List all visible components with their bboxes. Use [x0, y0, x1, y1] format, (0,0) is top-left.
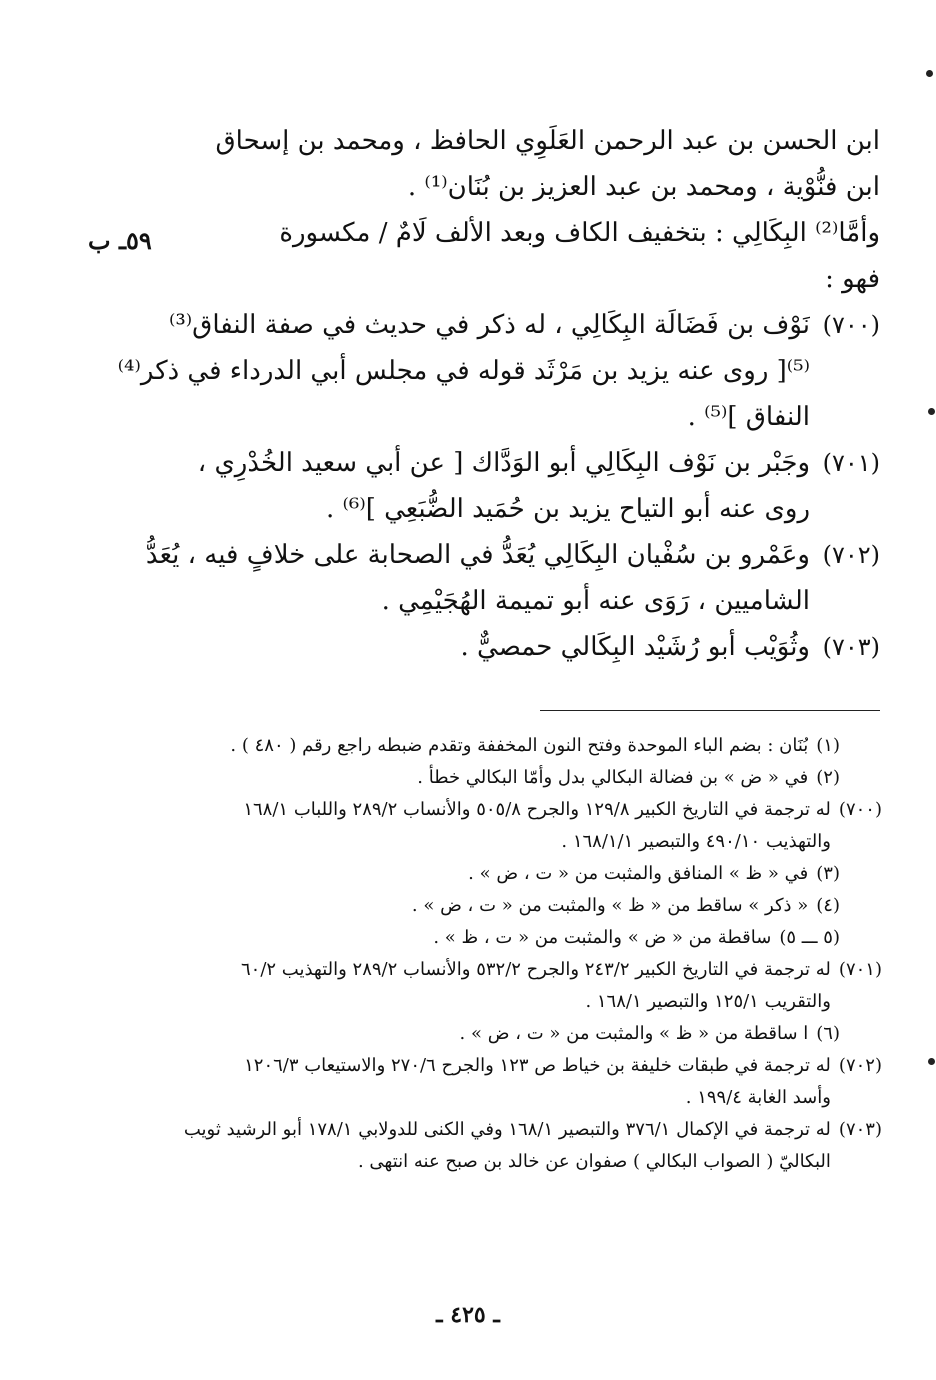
entry-line: وجَبْر بن نَوْف البِكَالِي أبو الوَدَّاك [ عن أبي سعيد الخُدْرِي ،: [197, 448, 810, 478]
footnote: [112, 794, 882, 858]
footnote: [112, 858, 882, 890]
footnote-line: له ترجمة في التاريخ الكبير ٢٤٣/٢ والجرح ٥٣٢/٢ والأنساب ٢٨٩/٢ والتهذيب ٦٠/٢: [240, 959, 831, 980]
footnote-number: (٢): [816, 767, 840, 788]
entry-line: النفاق ]⁽⁵⁾ .: [687, 402, 810, 432]
footnote-line: بُنَان : بضم الباء الموحدة وفتح النون المخففة وتقدم ضبطه راجع رقم ( ٤٨٠ ) .: [230, 735, 809, 756]
footnote-line: البكاليّ ( الصواب البكالي ) صفوان عن خالد بن صبح عنه انتهى .: [357, 1151, 831, 1172]
footnote-line: وأسد الغابة ١٩٩/٤ .: [685, 1087, 831, 1108]
footnote: [112, 922, 882, 954]
footnote-number: (٧٠٢): [838, 1055, 882, 1076]
entry-line: وعَمْرو بن سُفْيان البِكَالِي يُعَدُّ في الصحابة على خلافٍ فيه ، يُعَدُّ: [145, 540, 810, 570]
intro-line: وأمَّا⁽²⁾ البِكَالِي : بتخفيف الكاف وبعد الألف لَامٌ / مكسورة: [279, 218, 880, 248]
footnote-number: (١): [816, 735, 840, 756]
footnote: [112, 954, 882, 1018]
entry-line: الشاميين ، رَوَى عنه أبو تميمة الهُجَيْمِي .: [381, 586, 810, 616]
footnote-separator: [540, 710, 880, 711]
entry-701: [180, 440, 880, 532]
footnote-line: والتقريب ١٢٥/١ والتبصير ١٦٨/١ .: [585, 991, 831, 1012]
footnote-line: في « ظ » المنافق والمثبت من « ت ، ض » .: [468, 863, 809, 884]
footnote: [112, 730, 882, 762]
footnote-number: (٣): [816, 863, 840, 884]
page-number: ـ ٤٢٥ ـ: [436, 1302, 500, 1328]
footnote: [112, 890, 882, 922]
footnote-number: (٧٠٠): [838, 799, 882, 820]
margin-folio-note: ٥٩ـ ب: [88, 226, 152, 255]
footnote-number: (٦): [816, 1023, 840, 1044]
footnote: [112, 1114, 882, 1178]
footnote-line: في « ض » بن فضالة البكالي بدل وأمّا البكالي خطأ .: [417, 767, 809, 788]
margin-dot: [926, 70, 933, 77]
footnote-line: « ذكر » ساقط من « ظ » والمثبت من « ت ، ض » .: [411, 895, 809, 916]
entry-line: روى عنه أبو التياح يزيد بن حُمَيد الضُّبَعِي ]⁽⁶⁾ .: [325, 494, 810, 524]
entry-700: [117, 302, 880, 440]
intro-line: ابن الحسن بن عبد الرحمن العَلَوِي الحافظ ، ومحمد بن إسحاق: [215, 126, 880, 156]
intro-line: فهو :: [825, 264, 880, 294]
footnote-number: (٤): [816, 895, 840, 916]
entry-number: (٧٠٢): [822, 541, 880, 569]
footnote-number: (٥ ـــ ٥): [779, 927, 840, 948]
footnote-line: له ترجمة في التاريخ الكبير ١٢٩/٨ والجرح ٥٠٥/٨ والأنساب ٢٨٩/٢ واللباب ١٦٨/١: [243, 799, 831, 820]
entry-703: [180, 624, 880, 670]
entry-702: [145, 532, 880, 624]
footnotes: [112, 730, 882, 1178]
footnote-line: والتهذيب ٤٩٠/١٠ والتبصير ١٦٨/١/١ .: [561, 831, 831, 852]
entry-number: (٧٠٠): [822, 311, 880, 339]
entry-number: (٧٠١): [822, 449, 880, 477]
footnote-line: له ترجمة في طبقات خليفة بن خياط ص ١٢٣ والجرح ٢٧٠/٦ والاستيعاب ١٢٠٦/٣: [244, 1055, 831, 1076]
footnote-line: له ترجمة في الإكمال ٣٧٦/١ والتبصير ١٦٨/١ وفي الكنى للدولابي ١٧٨/١ أبو الرشيد ثويب: [183, 1119, 831, 1140]
intro-line: ابن فنُّوْية ، ومحمد بن عبد العزيز بن بُنَان⁽¹⁾ .: [407, 172, 880, 202]
footnote: [112, 762, 882, 794]
margin-dot: [928, 408, 935, 415]
footnote-number: (٧٠٣): [838, 1119, 882, 1140]
footnote-line: ا ساقطة من « ظ » والمثبت من « ت ، ض » .: [459, 1023, 809, 1044]
entry-number: (٧٠٣): [822, 633, 880, 661]
entry-line: وثُوَيْب أبو رُشَيْد البِكَالي حمصيٌّ .: [460, 632, 810, 662]
margin-dot: [928, 1058, 935, 1065]
footnote: [112, 1018, 882, 1050]
footnote-number: (٧٠١): [838, 959, 882, 980]
footnote: [112, 1050, 882, 1114]
entry-line: نَوْف بن فَضَالَة البِكَالِي ، له ذكر في حديث في صفة النفاق⁽³⁾: [168, 310, 810, 340]
footnote-line: ساقطة من « ض » والمثبت من « ت ، ظ » .: [433, 927, 772, 948]
entry-line: ⁽⁵⁾[ روى عنه يزيد بن مَرْثَد قوله في مجلس أبي الدرداء في ذكر⁽⁴⁾: [117, 356, 810, 386]
